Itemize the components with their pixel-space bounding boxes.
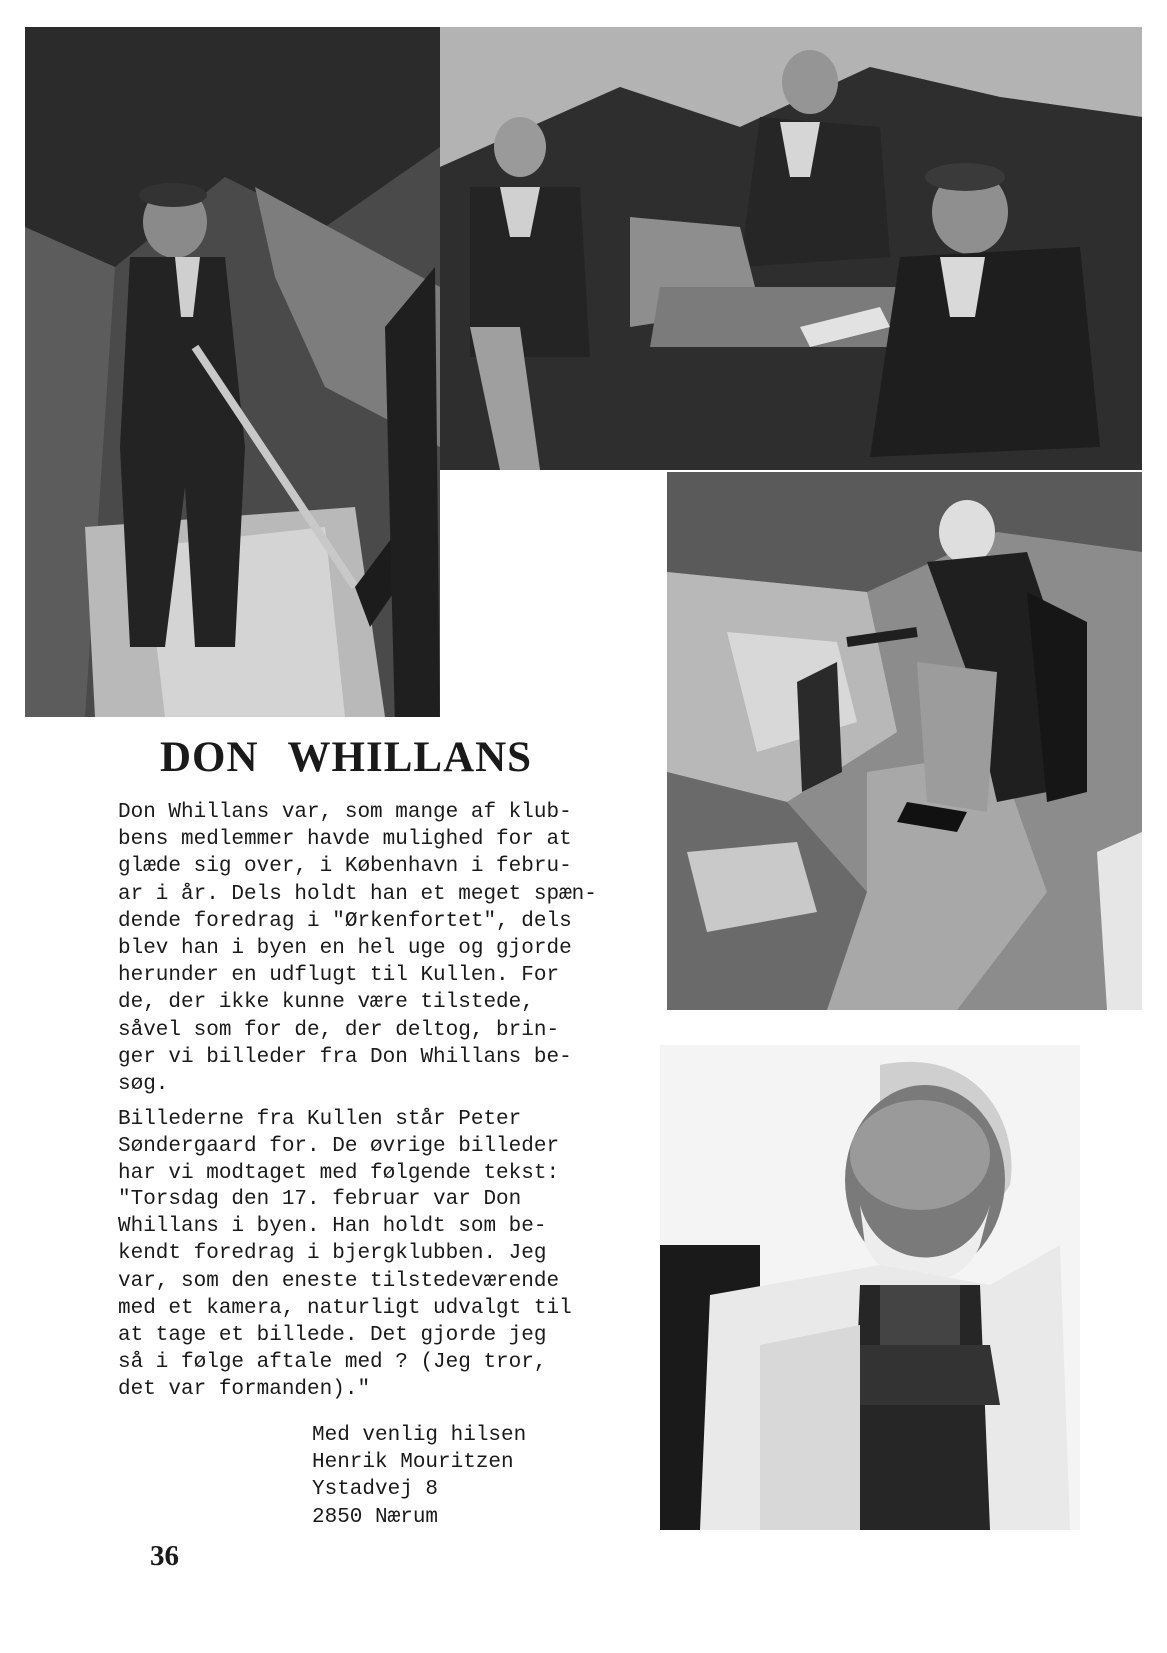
reader-quote: "Torsdag den 17. februar var Don Whillans i byen. Han holdt som be- kendt foredrag i bjergklubben. Jeg var, som den eneste tilstedeværende med et kamera, naturligt udvalgt til at tage et billede. Det gjorde jeg så i følge aftale med ? (Jeg tror, det var formanden).": [118, 1188, 572, 1402]
photo-climbers-resting-on-rocks: [440, 27, 1142, 470]
page-number: 36: [150, 1540, 179, 1572]
letter-signoff: Med venlig hilsen Henrik Mouritzen Ystadvej 8 2850 Nærum: [312, 1424, 527, 1529]
photo-man-with-axe-on-ice: [25, 27, 440, 717]
article-title: DON WHILLANS: [160, 734, 533, 781]
article-intro-paragraph: Don Whillans var, som mange af klub- bens medlemmer havde mulighed for at glæde sig over, i København i febru- ar i år. Dels holdt han et meget spæn- dende foredrag i "Ørkenfortet", dels blev han i byen en hel uge og gjorde herunder en udflugt til Kullen. For de, der ikke kunne være tilstede, såvel som for de, der deltog, brin- ger vi billeder fra Don Whillans be- søg.: [118, 801, 597, 1097]
photo-climber-on-rock-face: [667, 472, 1142, 1010]
photo-credit-paragraph: Billederne fra Kullen står Peter Søndergaard for. De øvrige billeder har vi modtaget med følgende tekst:: [118, 1108, 560, 1186]
photo-portrait-don-whillans: [660, 1045, 1080, 1530]
